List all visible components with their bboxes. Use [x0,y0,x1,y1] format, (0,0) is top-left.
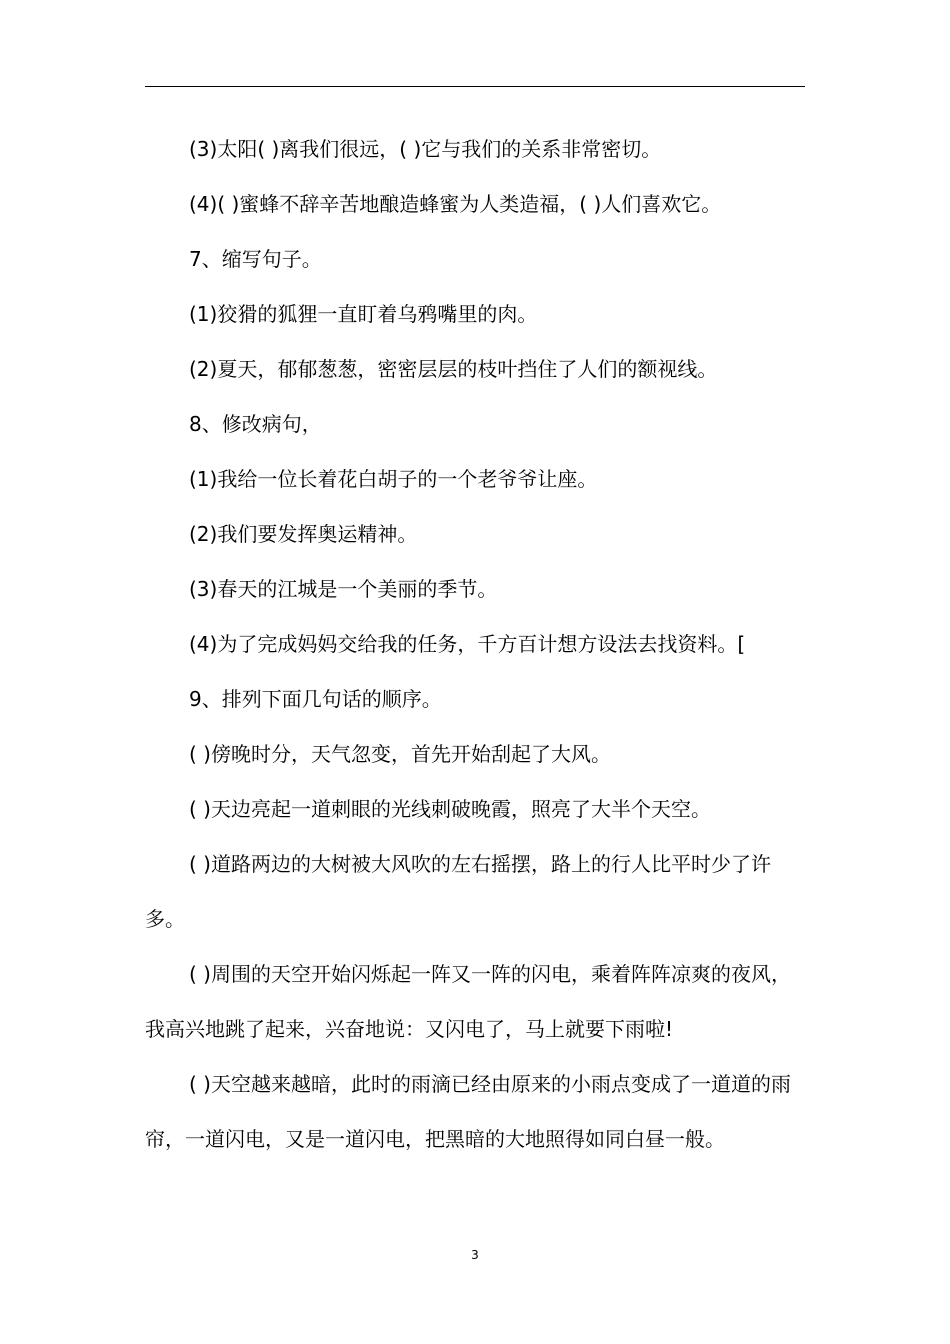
page-number: 3 [471,1248,479,1262]
paragraph: ( )周围的天空开始闪烁起一阵又一阵的闪电，乘着阵阵凉爽的夜风，我高兴地跳了起来，兴奋地说：又闪电了，马上就要下雨啦! [145,962,791,1041]
paragraph: (3)春天的江城是一个美丽的季节。 [189,577,498,601]
paragraph: ( )道路两边的大树被大风吹的左右摇摆，路上的行人比平时少了许多。 [145,852,771,931]
paragraph: (1)狡猾的狐狸一直盯着乌鸦嘴里的肉。 [189,302,538,326]
paragraph: ( )天空越来越暗，此时的雨滴已经由原来的小雨点变成了一道道的雨帘，一道闪电，又是一道闪电，把黑暗的大地照得如同白昼一般。 [145,1072,791,1151]
paragraph: ( )傍晚时分，天气忽变，首先开始刮起了大风。 [189,742,611,766]
header-rule [145,86,805,87]
paragraph: ( )天边亮起一道刺眼的光线刺破晚霞，照亮了大半个天空。 [189,797,711,821]
paragraph: (2)夏天，郁郁葱葱，密密层层的枝叶挡住了人们的额视线。 [189,357,718,381]
question-heading: 9、排列下面几句话的顺序。 [189,687,442,711]
paragraph: (4)( )蜜蜂不辞辛苦地酿造蜂蜜为人类造福，( )人们喜欢它。 [189,192,722,216]
question-heading: 7、缩写句子。 [189,247,322,271]
page-body [145,122,807,1167]
paragraph: (4)为了完成妈妈交给我的任务，千方百计想方设法去找资料。[ [189,632,746,656]
paragraph: (3)太阳( )离我们很远，( )它与我们的关系非常密切。 [189,137,662,161]
paragraph: (2)我们要发挥奥运精神。 [189,522,418,546]
paragraph: (1)我给一位长着花白胡子的一个老爷爷让座。 [189,467,598,491]
question-heading: 8、修改病句， [189,412,322,436]
